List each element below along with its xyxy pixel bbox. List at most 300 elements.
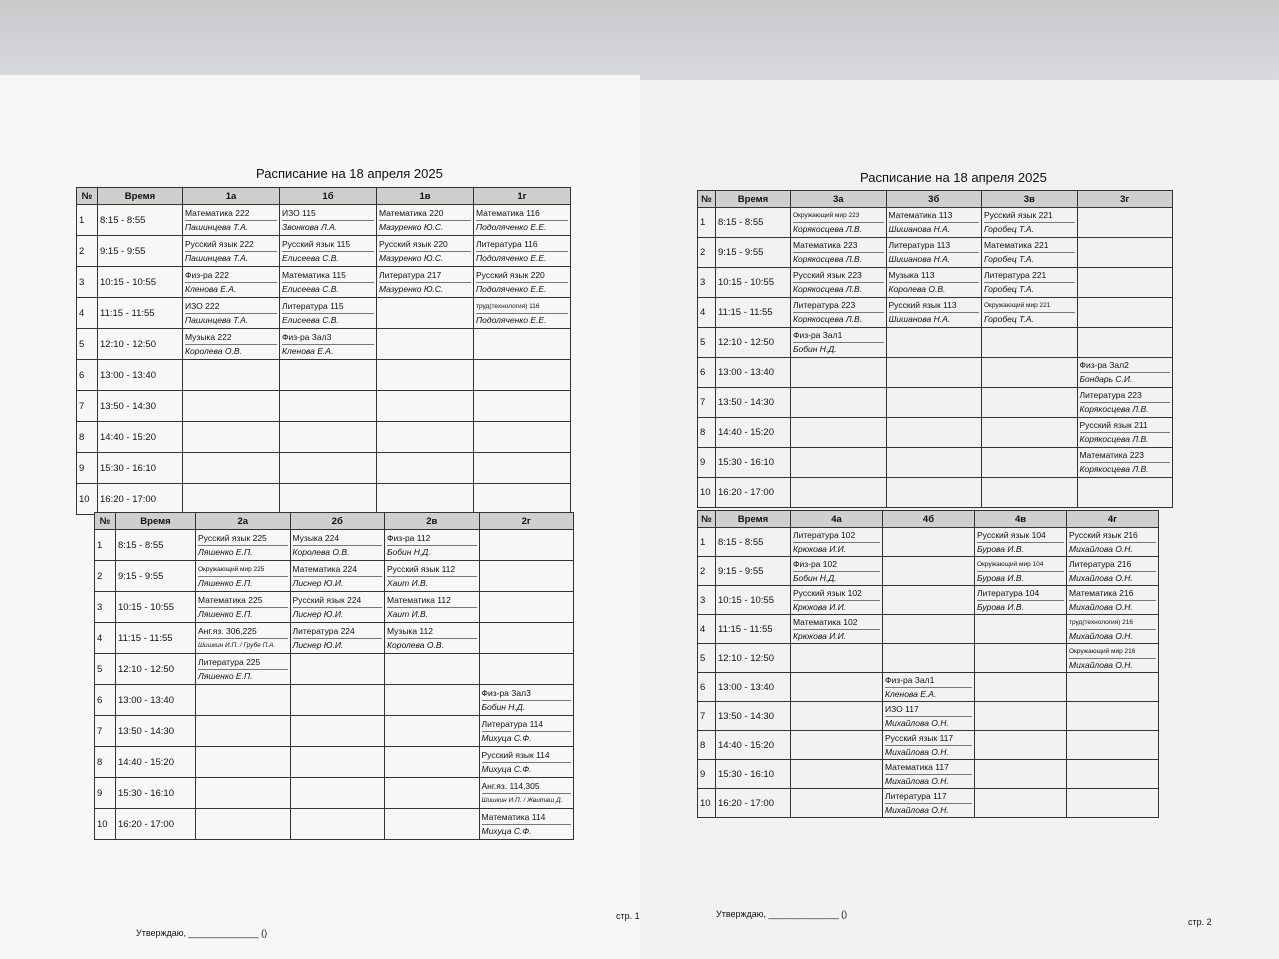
subject-room: Русский язык 221 [984,210,1053,220]
lesson-time: 15:30 - 16:10 [716,760,791,789]
lesson-cell [791,731,883,760]
subject-room: Литература 117 [885,790,947,801]
lesson-cell [479,747,574,778]
header-row [698,511,1159,528]
lesson-cell [196,654,291,685]
lesson-cell [474,391,571,422]
lesson-time: 12:10 - 12:50 [116,654,196,685]
teacher-name: Хаит И.В. [387,607,477,621]
subject-room: Русский язык 223 [793,270,862,280]
lesson-cell [385,592,480,623]
lesson-time: 13:50 - 14:30 [116,716,196,747]
table-row [95,654,574,685]
column-header-number: № [95,513,116,530]
table-row [698,238,1173,268]
lesson-cell [975,615,1067,644]
column-header-class: 4а [791,511,883,528]
lesson-number: 5 [77,329,98,360]
lesson-number: 10 [77,484,98,515]
lesson-cell [479,654,574,685]
subject-room: Русский язык 224 [292,594,362,605]
teacher-name: Бобин Н.Д. [793,571,880,585]
lesson-cell [474,422,571,453]
teacher-name: Кленова Е.А. [885,687,972,701]
lesson-cell [479,778,574,809]
lesson-number: 9 [698,448,716,478]
lesson-cell [791,644,883,673]
table-row [698,208,1173,238]
lesson-cell [479,809,574,840]
subject-room: Музыка 112 [387,625,433,636]
lesson-number: 5 [698,328,716,358]
lesson-cell [791,760,883,789]
teacher-name: Корякосцева Л.В. [793,282,884,296]
table-row [698,760,1159,789]
teacher-name: Кленова Е.А. [185,282,277,296]
lesson-cell [982,238,1078,268]
lesson-cell [1077,388,1173,418]
teacher-name: Бобин Н.Д. [793,342,884,356]
teacher-name: Лиснер Ю.И. [293,638,383,652]
table-row [77,298,571,329]
lesson-time: 14:40 - 15:20 [716,731,791,760]
subject-room: Литература 104 [977,587,1040,598]
lesson-cell [377,236,474,267]
lesson-time: 15:30 - 16:10 [716,448,791,478]
lesson-cell [1067,615,1159,644]
teacher-name: Горобец Т.А. [984,312,1075,326]
subject-room: Литература 102 [793,529,856,540]
lesson-cell [975,673,1067,702]
lesson-cell [196,716,291,747]
subject-room: Математика 114 [481,811,546,822]
table-row [77,484,571,515]
lesson-cell [791,298,887,328]
lesson-number: 2 [95,561,116,592]
teacher-name: Бобин Н.Д. [482,700,572,714]
subject-room: Математика 117 [885,761,949,772]
subject-room: Математика 102 [793,616,858,627]
lesson-time: 13:00 - 13:40 [716,673,791,702]
column-header-class: 1б [280,188,377,205]
lesson-cell [1067,702,1159,731]
lesson-time: 12:10 - 12:50 [98,329,183,360]
table-row [95,530,574,561]
teacher-name: Подоляченко Е.Е. [476,251,568,265]
lesson-cell [791,702,883,731]
table-row [95,561,574,592]
lesson-cell [886,358,982,388]
lesson-cell [377,205,474,236]
column-header-class: 3б [886,191,982,208]
lesson-number: 9 [698,760,716,789]
subject-room: Русский язык 117 [885,732,954,743]
column-header-class: 3а [791,191,887,208]
subject-room: Окружающий мир 104 [977,560,1044,568]
lesson-cell [1067,586,1159,615]
teacher-name: Корякосцева Л.В. [793,252,884,266]
lesson-cell [280,236,377,267]
page-2-approval-line: Утверждаю, ______________ () [716,909,848,919]
subject-room: Русский язык 102 [793,587,862,598]
lesson-cell [280,484,377,515]
lesson-cell [791,478,887,508]
teacher-name: Лиснер Ю.И. [293,576,383,590]
lesson-cell [791,388,887,418]
lesson-cell [196,623,291,654]
page-2-page-number: стр. 2 [1188,917,1212,927]
lesson-cell [183,329,280,360]
lesson-number: 2 [77,236,98,267]
lesson-number: 2 [698,557,716,586]
lesson-cell [196,592,291,623]
subject-room: Литература 224 [292,625,355,636]
table-row [95,809,574,840]
lesson-cell [479,592,574,623]
table-row [77,422,571,453]
lesson-time: 15:30 - 16:10 [98,453,183,484]
column-header-time: Время [116,513,196,530]
column-header-time: Время [98,188,183,205]
subject-room: Физ-ра Зал3 [282,331,332,342]
lesson-cell [183,360,280,391]
column-header-class: 2в [385,513,480,530]
lesson-cell [183,236,280,267]
lesson-time: 16:20 - 17:00 [716,478,791,508]
lesson-time: 11:15 - 11:55 [116,623,196,654]
lesson-cell [183,267,280,298]
teacher-name: Бурова И.В. [977,600,1064,614]
teacher-name: Хаит И.В. [387,576,477,590]
lesson-time: 10:15 - 10:55 [98,267,183,298]
subject-room: ИЗО 115 [282,207,316,218]
column-header-time: Время [716,191,791,208]
lesson-cell [883,731,975,760]
lesson-cell [886,418,982,448]
lesson-time: 8:15 - 8:55 [716,528,791,557]
subject-room: Окружающий мир 216 [1069,647,1136,655]
lesson-cell [479,561,574,592]
lesson-time: 9:15 - 9:55 [98,236,183,267]
lesson-cell [1077,418,1173,448]
lesson-cell [791,528,883,557]
subject-room: Литература 223 [793,300,856,310]
table-row [77,236,571,267]
lesson-cell [791,268,887,298]
teacher-name: Ляшенко Е.П. [198,607,288,621]
lesson-cell [479,530,574,561]
lesson-cell [183,298,280,329]
lesson-time: 8:15 - 8:55 [116,530,196,561]
lesson-cell [280,453,377,484]
table-row [698,268,1173,298]
lesson-number: 10 [698,789,716,818]
subject-room: Математика 223 [1079,450,1144,460]
subject-room: Математика 115 [282,269,346,280]
subject-room: Русский язык 222 [185,238,254,249]
lesson-time: 16:20 - 17:00 [116,809,196,840]
lesson-cell [280,422,377,453]
lesson-cell [982,358,1078,388]
lesson-cell [474,453,571,484]
subject-room: Математика 221 [984,240,1049,250]
lesson-number: 1 [698,208,716,238]
subject-room: Физ-ра 102 [793,558,837,569]
table-row [95,747,574,778]
lesson-cell [886,268,982,298]
lesson-cell [883,673,975,702]
lesson-number: 3 [77,267,98,298]
lesson-cell [886,208,982,238]
lesson-cell [1077,268,1173,298]
teacher-name: Михайлова О.Н. [1069,600,1156,614]
subject-room: Математика 220 [379,207,444,218]
lesson-cell [982,298,1078,328]
lesson-cell [290,592,385,623]
subject-room: Литература 216 [1069,558,1132,569]
subject-room: Музыка 224 [292,532,340,543]
lesson-time: 13:50 - 14:30 [98,391,183,422]
lesson-cell [883,528,975,557]
page-2-title: Расписание на 18 апреля 2025 [860,170,1047,185]
teacher-name: Михайлова О.Н. [885,716,972,730]
column-header-class: 4г [1067,511,1159,528]
table-row [698,557,1159,586]
teacher-name: Корякосцева Л.В. [793,312,884,326]
table-row [698,528,1159,557]
schedule-table-grade-4 [697,510,1159,818]
lesson-cell [385,778,480,809]
teacher-name: Королева О.В. [293,545,383,559]
lesson-number: 10 [95,809,116,840]
lesson-time: 13:50 - 14:30 [716,388,791,418]
lesson-cell [791,328,887,358]
lesson-cell [385,530,480,561]
lesson-cell [290,716,385,747]
lesson-cell [290,778,385,809]
lesson-number: 2 [698,238,716,268]
subject-room: ИЗО 117 [885,703,919,714]
teacher-name: Корякосцева Л.В. [1080,462,1171,476]
lesson-number: 4 [698,615,716,644]
lesson-cell [474,484,571,515]
lesson-cell [290,530,385,561]
teacher-name: Корякосцева Л.В. [1080,432,1171,446]
teacher-name: Пашинцева Т.А. [185,220,277,234]
subject-room: Литература 116 [476,238,538,249]
teacher-name: Крюкова И.И. [793,629,880,643]
lesson-number: 6 [77,360,98,391]
table-row [698,644,1159,673]
subject-room: Математика 222 [185,207,250,218]
lesson-cell [377,267,474,298]
subject-room: Русский язык 104 [977,529,1046,540]
table-row [698,789,1159,818]
lesson-cell [883,615,975,644]
lesson-cell [196,685,291,716]
teacher-name: Ляшенко Е.П. [198,669,288,683]
subject-room: Литература 114 [481,718,544,729]
teacher-name: Михайлова О.Н. [1069,571,1156,585]
lesson-cell [385,809,480,840]
subject-room: Литература 223 [1079,390,1142,400]
table-row [95,623,574,654]
teacher-name: Елисеева С.В. [282,282,374,296]
lesson-cell [280,329,377,360]
column-header-class: 2г [479,513,574,530]
schedule-table-grade-1 [76,187,571,515]
column-header-class: 4в [975,511,1067,528]
subject-room: Математика 223 [793,240,858,250]
lesson-cell [883,586,975,615]
lesson-cell [196,778,291,809]
lesson-number: 7 [77,391,98,422]
lesson-cell [1077,208,1173,238]
subject-room: Анг.яз. 114,305 [481,780,540,791]
teacher-name: Подоляченко Е.Е. [476,313,568,327]
lesson-number: 4 [95,623,116,654]
lesson-cell [183,453,280,484]
lesson-cell [883,557,975,586]
lesson-number: 8 [77,422,98,453]
lesson-cell [791,358,887,388]
lesson-cell [290,747,385,778]
table-row [698,615,1159,644]
lesson-time: 16:20 - 17:00 [716,789,791,818]
column-header-number: № [698,191,716,208]
teacher-name: Михуца С.Ф. [482,762,572,776]
table-row [77,329,571,360]
lesson-cell [1067,673,1159,702]
lesson-cell [377,422,474,453]
subject-room: Физ-ра 112 [387,532,431,543]
subject-room: Физ-ра Зал2 [1079,360,1129,370]
lesson-number: 6 [95,685,116,716]
lesson-number: 3 [698,586,716,615]
lesson-cell [975,789,1067,818]
column-header-class: 3в [982,191,1078,208]
lesson-cell [791,586,883,615]
subject-room: Математика 116 [476,207,540,218]
lesson-time: 12:10 - 12:50 [716,328,791,358]
lesson-number: 8 [698,731,716,760]
column-header-class: 1в [377,188,474,205]
header-row [77,188,571,205]
lesson-cell [474,267,571,298]
lesson-time: 13:00 - 13:40 [116,685,196,716]
lesson-cell [982,478,1078,508]
lesson-cell [1077,358,1173,388]
table-row [698,586,1159,615]
subject-room: Русский язык 112 [387,563,456,574]
teacher-name: Подоляченко Е.Е. [476,282,568,296]
subject-room: Анг.яз. 306,225 [198,625,257,636]
lesson-cell [377,484,474,515]
lesson-number: 8 [698,418,716,448]
teacher-name: Бурова И.В. [977,542,1064,556]
lesson-cell [280,298,377,329]
lesson-time: 13:50 - 14:30 [716,702,791,731]
lesson-cell [385,716,480,747]
lesson-cell [183,391,280,422]
lesson-cell [479,685,574,716]
column-header-class: 2б [290,513,385,530]
lesson-cell [886,298,982,328]
lesson-cell [377,360,474,391]
teacher-name: Подоляченко Е.Е. [476,220,568,234]
subject-room: Физ-ра Зал1 [885,674,935,685]
lesson-cell [883,702,975,731]
page-1-approval-line: Утверждаю, ______________ () [136,928,268,938]
lesson-cell [280,360,377,391]
teacher-name: Елисеева С.В. [282,313,374,327]
subject-room: Физ-ра Зал1 [793,330,843,340]
table-row [95,592,574,623]
subject-room: Русский язык 211 [1079,420,1148,430]
lesson-cell [1067,789,1159,818]
lesson-cell [1067,731,1159,760]
lesson-cell [196,530,291,561]
header-row [95,513,574,530]
teacher-name: Шишкин И.П. / Грубе П.А. [198,638,288,652]
lesson-cell [290,809,385,840]
lesson-time: 14:40 - 15:20 [716,418,791,448]
lesson-cell [1077,238,1173,268]
table-row [77,453,571,484]
lesson-cell [385,561,480,592]
lesson-time: 10:15 - 10:55 [716,586,791,615]
schedule-table-grade-2 [94,512,574,840]
lesson-cell [280,205,377,236]
lesson-time: 15:30 - 16:10 [116,778,196,809]
teacher-name: Михайлова О.Н. [1069,542,1156,556]
subject-room: Математика 113 [888,210,953,220]
column-header-number: № [77,188,98,205]
teacher-name: Шишанова Н.А. [889,252,980,266]
table-row [95,716,574,747]
lesson-cell [196,561,291,592]
lesson-cell [385,685,480,716]
subject-room: труд(технология) 216 [1069,618,1134,626]
teacher-name: Мазуренко Ю.С. [379,282,471,296]
subject-room: Музыка 113 [888,270,935,280]
teacher-name: Королева О.В. [387,638,477,652]
lesson-cell [791,208,887,238]
table-row [698,673,1159,702]
subject-room: Русский язык 220 [476,269,545,280]
lesson-number: 1 [95,530,116,561]
lesson-cell [886,448,982,478]
lesson-cell [290,685,385,716]
lesson-cell [791,557,883,586]
lesson-number: 7 [698,702,716,731]
lesson-cell [886,238,982,268]
lesson-number: 6 [698,673,716,702]
table-row [77,205,571,236]
lesson-cell [290,623,385,654]
subject-room: Математика 224 [292,563,357,574]
subject-room: Физ-ра Зал3 [481,687,531,698]
lesson-time: 9:15 - 9:55 [716,557,791,586]
subject-room: Русский язык 114 [481,749,550,760]
teacher-name: Михуца С.Ф. [482,824,572,838]
subject-room: Окружающий мир 223 [793,212,860,219]
table-row [698,702,1159,731]
column-header-class: 4б [883,511,975,528]
lesson-cell [183,484,280,515]
teacher-name: Михайлова О.Н. [885,774,972,788]
lesson-cell [975,760,1067,789]
